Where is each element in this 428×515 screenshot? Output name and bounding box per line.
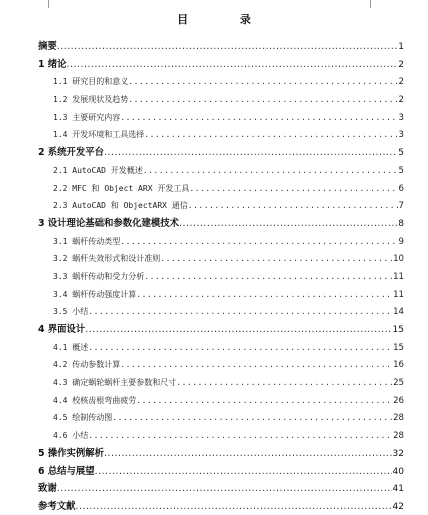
toc-section-entry[interactable] (38, 427, 404, 445)
toc-dot-leader (120, 109, 397, 127)
toc-entry-text: 参考文献 (38, 500, 76, 512)
toc-entry-text: 1.3 主要研究内容 (53, 112, 121, 122)
toc-dot-leader (136, 286, 392, 304)
toc-dot-leader (85, 321, 391, 339)
toc-page-number: 1 (398, 42, 404, 52)
toc-page-number: 8 (398, 218, 404, 229)
toc-dot-leader (179, 215, 397, 233)
toc-entry-text: 4 界面设计 (38, 324, 86, 335)
toc-chapter-entry[interactable] (38, 498, 404, 515)
page-corner-mark-right (370, 0, 381, 8)
toc-page-number: 5 (398, 165, 404, 176)
toc-page-number: 2 (398, 59, 404, 70)
toc-dot-leader (189, 180, 397, 198)
toc-page-number: 41 (392, 484, 404, 495)
toc-entry-text: 致谢 (38, 483, 57, 495)
toc-page-number: 28 (393, 431, 404, 442)
toc-dot-leader (188, 197, 398, 215)
toc-entry-text: 2 系统开发平台 (38, 147, 105, 159)
toc-page-number: 7 (398, 201, 404, 212)
toc-page-number: 42 (392, 501, 404, 512)
toc-page-number: 5 (398, 148, 404, 159)
toc-section-entry[interactable] (38, 180, 404, 198)
toc-entry-text: 5 操作实例解析 (38, 447, 105, 459)
toc-entry-text: 2.3 AutoCAD 和 ObjectARX 通信 (53, 201, 188, 211)
toc-entry-text: 3.3 蜗杆传动和受力分析 (53, 271, 145, 281)
toc-section-entry[interactable] (38, 73, 404, 91)
toc-section-entry[interactable] (38, 356, 404, 374)
toc-dot-leader (57, 480, 392, 498)
toc-dot-leader (88, 303, 392, 321)
toc-chapter-entry[interactable] (38, 56, 404, 74)
toc-entry-text: 4.3 确定蜗轮蜗杆主要参数和尺寸 (53, 378, 177, 388)
toc-entry-text: 6 总结与展望 (38, 465, 95, 477)
toc-page-number: 2 (398, 95, 404, 106)
toc-entry-text: 3.2 蜗杆失效形式和设计准则 (53, 254, 161, 264)
toc-page-number: 2 (398, 77, 404, 88)
toc-title: 目 录 (177, 13, 275, 26)
toc-dot-leader (120, 356, 392, 374)
toc-section-entry[interactable] (38, 409, 404, 427)
toc-section-entry[interactable] (38, 197, 404, 215)
toc-entry-text: 1.2 发展现状及趋势 (53, 95, 129, 105)
toc-dot-leader (136, 392, 392, 410)
toc-dot-leader (144, 268, 392, 286)
toc-entry-text: 摘要 (38, 41, 57, 52)
toc-entry-text: 2.1 AutoCAD 开发概述 (53, 165, 143, 175)
toc-dot-leader (120, 233, 397, 251)
toc-section-entry[interactable] (38, 268, 404, 286)
page-corner-mark-left (38, 0, 49, 8)
toc-entry-text: 3 设计理论基础和参数化建模技术 (38, 217, 180, 229)
toc-entry-text: 1.1 研究目的和意义 (53, 77, 129, 87)
toc-chapter-entry[interactable] (38, 144, 404, 162)
toc-page-number: 14 (393, 307, 404, 318)
toc-dot-leader (57, 38, 398, 56)
toc-dot-leader (67, 56, 398, 74)
toc-page-number: 15 (392, 325, 404, 335)
toc-dot-leader (88, 427, 392, 445)
toc-entry-text: 4.4 校核齿根弯曲疲劳 (53, 395, 137, 405)
toc-section-entry[interactable] (38, 374, 404, 392)
toc-chapter-entry[interactable] (38, 445, 404, 463)
toc-section-entry[interactable] (38, 162, 404, 180)
toc-entry-text: 3.1 蜗杆传动类型 (53, 236, 121, 246)
toc-chapter-entry[interactable] (38, 321, 404, 339)
toc-section-entry[interactable] (38, 303, 404, 321)
toc-entry-text: 2.2 MFC 和 Object ARX 开发工具 (53, 183, 190, 193)
toc-dot-leader (104, 445, 392, 463)
toc-section-entry[interactable] (38, 91, 404, 109)
toc-dot-leader (95, 463, 392, 481)
toc-entry-text: 1.4 开发环境和工具选择 (53, 130, 145, 140)
toc-entry-text: 4.1 概述 (53, 342, 89, 352)
toc-entry-text: 4.2 传动参数计算 (53, 360, 121, 370)
toc-dot-leader (128, 73, 397, 91)
toc-page-number: 10 (393, 254, 404, 265)
toc-dot-leader (176, 374, 392, 392)
toc-section-entry[interactable] (38, 339, 404, 357)
toc-entry-text: 3.5 小结 (53, 307, 89, 317)
toc-section-entry[interactable] (38, 233, 404, 251)
toc-page-number: 15 (393, 342, 404, 353)
toc-entry-text: 4.5 绘制传动图 (53, 413, 113, 423)
toc-chapter-entry[interactable] (38, 215, 404, 233)
toc-page-number: 26 (393, 395, 404, 406)
toc-page-number: 16 (393, 360, 404, 371)
toc-entry-text: 4.6 小结 (53, 431, 89, 441)
toc-page-number: 28 (393, 413, 404, 424)
toc-chapter-entry[interactable] (38, 463, 404, 481)
toc-dot-leader (128, 91, 397, 109)
toc-page-number: 3 (398, 130, 404, 141)
toc-entry-text: 1 绪论 (38, 58, 67, 70)
toc-dot-leader (160, 250, 392, 268)
toc-chapter-entry[interactable] (38, 480, 404, 498)
toc-page-number: 11 (393, 271, 404, 282)
toc-section-entry[interactable] (38, 286, 404, 304)
toc-dot-leader (76, 498, 392, 515)
toc-section-entry[interactable] (38, 392, 404, 410)
toc-page-number: 25 (393, 378, 404, 389)
toc-dot-leader (104, 144, 397, 162)
toc-entry-text: 3.4 蜗杆传动强度计算 (53, 289, 137, 299)
toc-page-number: 11 (393, 289, 404, 300)
toc-dot-leader (143, 162, 398, 180)
toc-page-number: 3 (398, 112, 404, 123)
toc-page-number: 9 (398, 236, 404, 247)
toc-chapter-entry[interactable] (38, 38, 404, 56)
toc-section-entry[interactable] (38, 250, 404, 268)
toc-list (38, 38, 404, 515)
toc-section-entry[interactable] (38, 126, 404, 144)
toc-dot-leader (112, 409, 392, 427)
toc-section-entry[interactable] (38, 109, 404, 127)
toc-page-number: 32 (392, 448, 404, 459)
toc-dot-leader (144, 126, 397, 144)
toc-dot-leader (88, 339, 392, 357)
toc-page-number: 40 (392, 466, 404, 477)
toc-page-number: 6 (398, 183, 404, 194)
